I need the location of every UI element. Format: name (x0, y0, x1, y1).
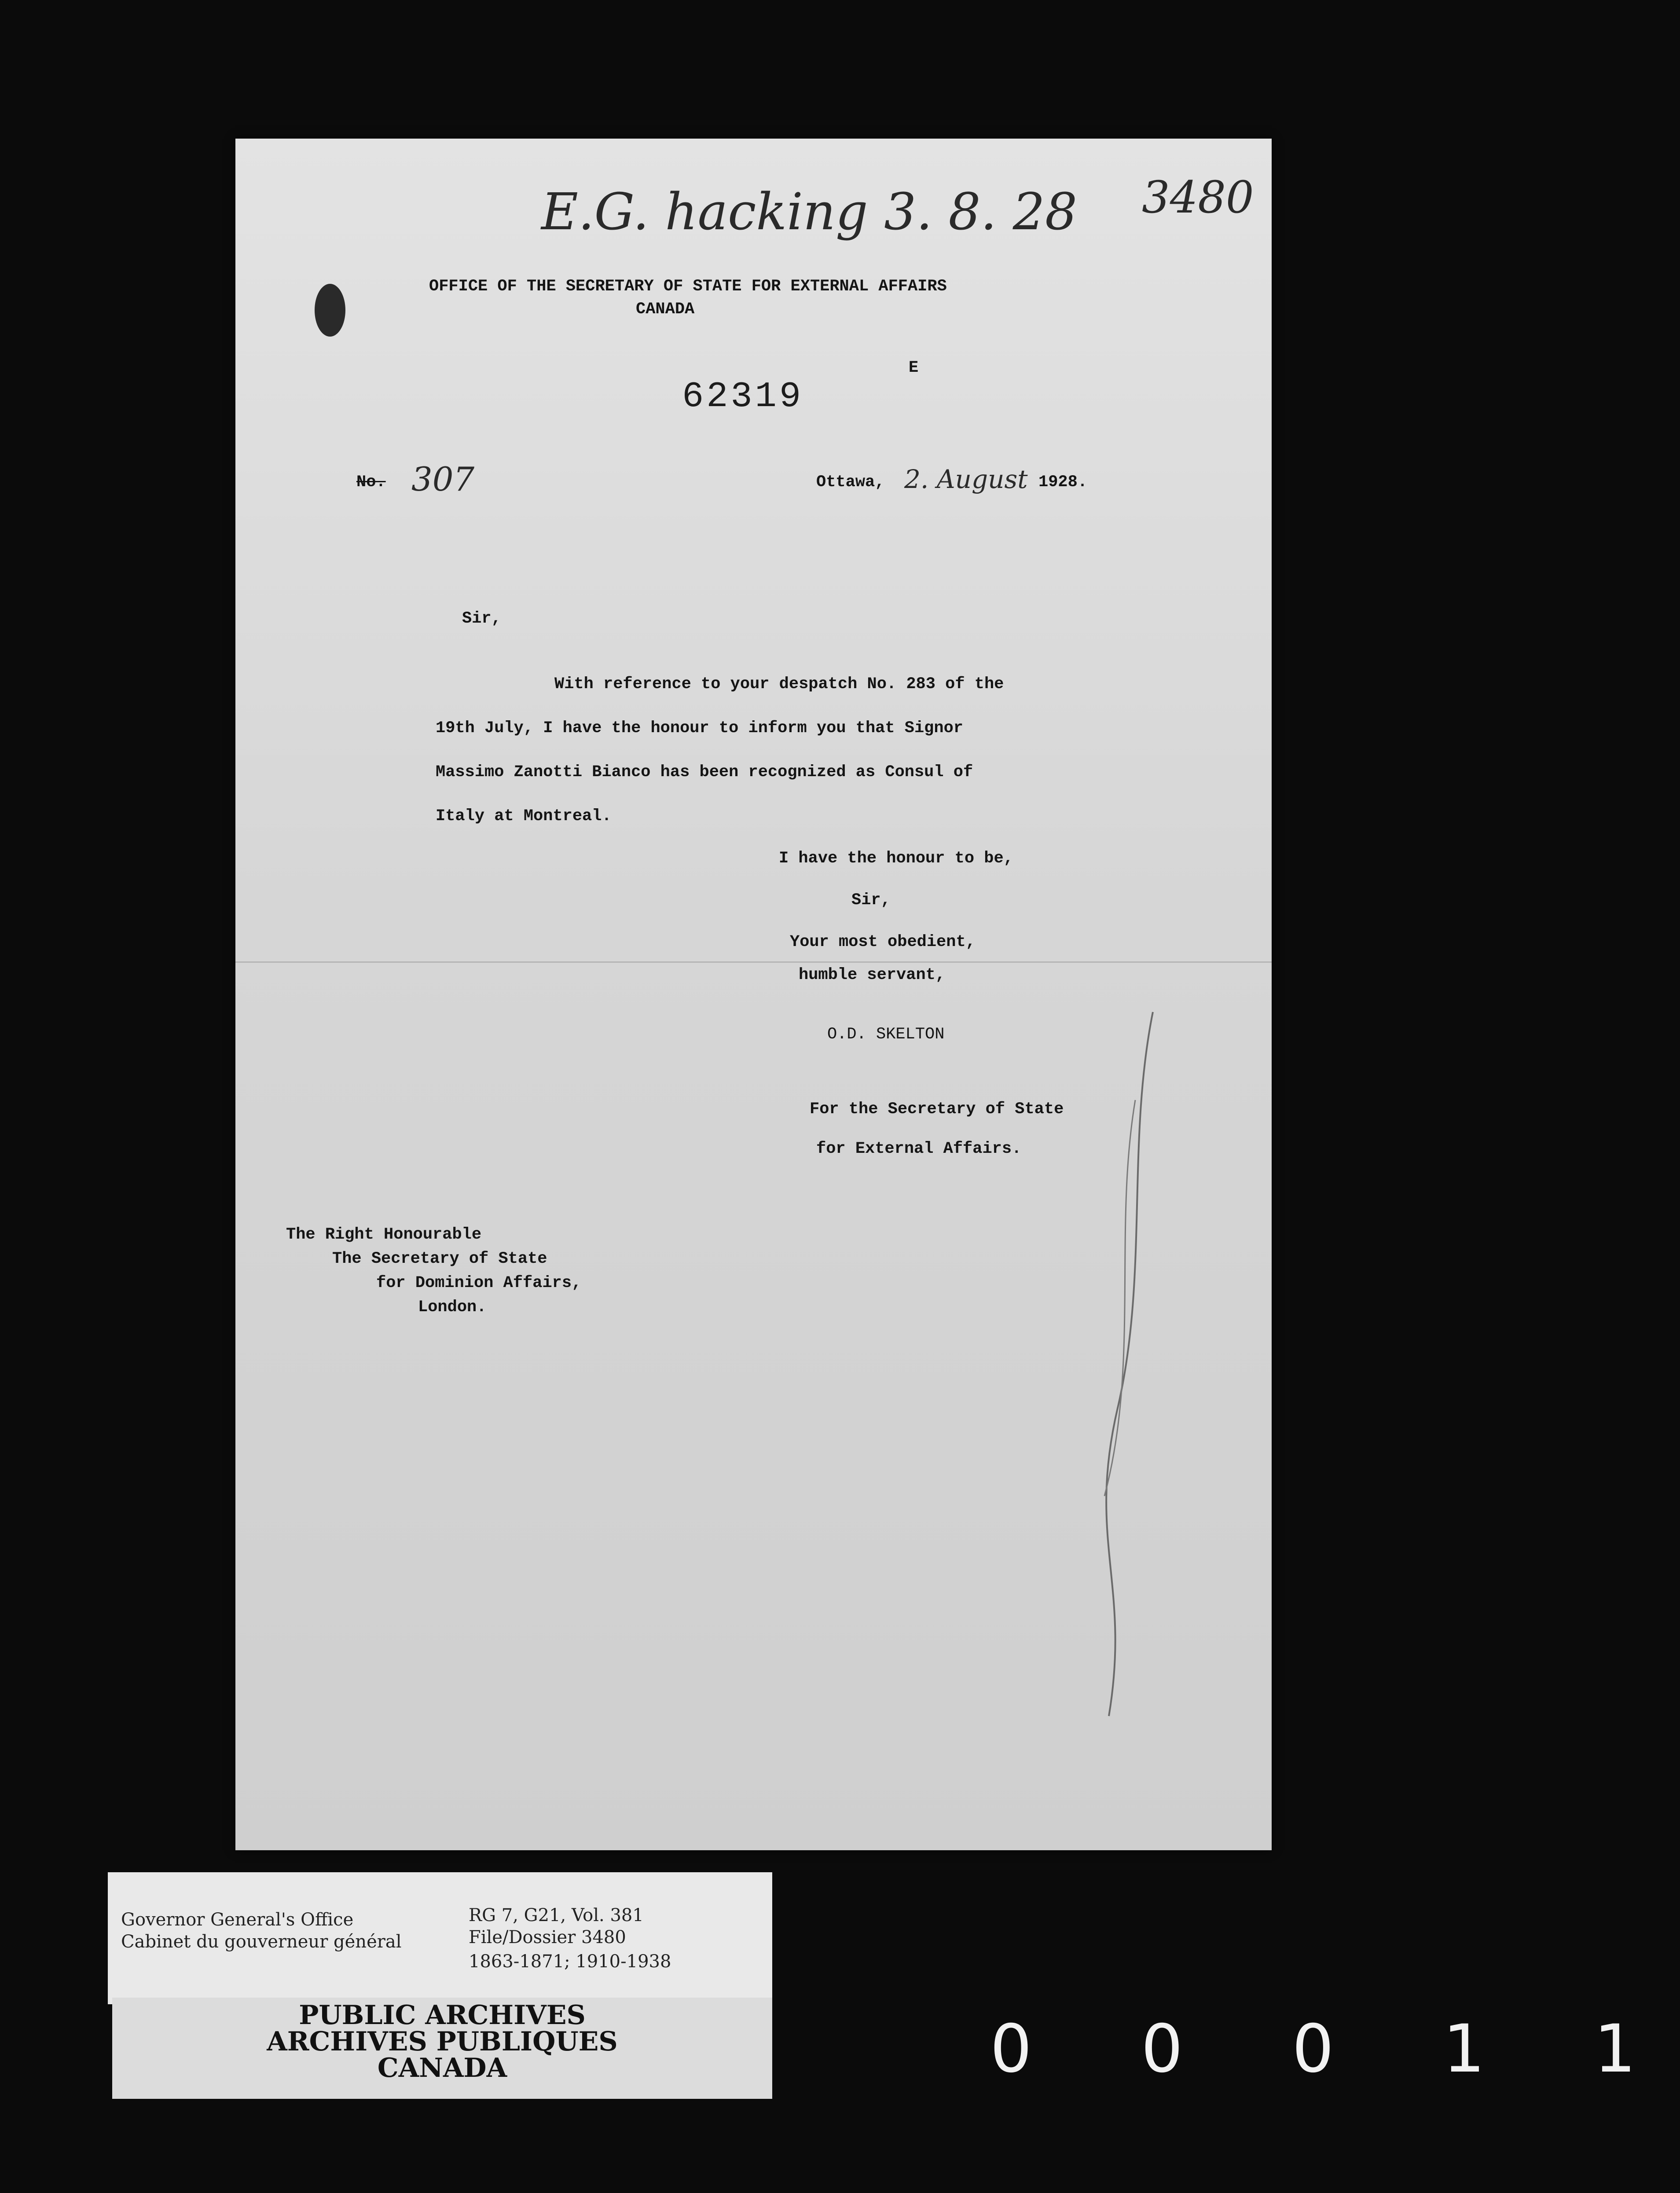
office-fr: Cabinet du gouverneur général (121, 1932, 402, 1952)
stamp-letter: E (909, 359, 919, 377)
reference-label: No. (356, 473, 386, 491)
stamp-number: 62319 (682, 376, 804, 417)
addressee-line: London. (418, 1298, 487, 1317)
signature: O.D. SKELTON (827, 1025, 945, 1044)
archive-years: 1863-1871; 1910-1938 (469, 1951, 671, 1972)
archive-stamp-line: ARCHIVES PUBLIQUES (267, 2026, 618, 2057)
signature-title-line: For the Secretary of State (810, 1100, 1064, 1119)
letter-body (436, 662, 1113, 838)
date-prefix: Ottawa, (816, 473, 885, 491)
archive-stamp (112, 1998, 772, 2099)
closing-line: humble servant, (799, 966, 946, 984)
body-line: Italy at Montreal. (436, 807, 612, 825)
office-en: Governor General's Office (121, 1910, 354, 1930)
body-line: 19th July, I have the honour to inform you that Signor (436, 719, 963, 737)
closing-line: Your most obedient, (790, 933, 976, 951)
signature-title-line: for External Affairs. (816, 1140, 1022, 1158)
archive-stamp-line: CANADA (377, 2053, 507, 2083)
date-year: 1928. (1038, 473, 1088, 491)
closing-line: Sir, (851, 891, 891, 909)
letterhead-line-1: OFFICE OF THE SECRETARY OF STATE FOR EXTERNAL AFFAIRS (429, 277, 947, 296)
date-handwritten: 2. August (904, 464, 1028, 494)
archive-ref: RG 7, G21, Vol. 381 (469, 1905, 644, 1925)
body-line: With reference to your despatch No. 283 of the (554, 675, 1004, 693)
archive-label (108, 1872, 772, 2004)
archive-file: File/Dossier 3480 (469, 1927, 626, 1947)
addressee-line: for Dominion Affairs, (376, 1274, 582, 1292)
body-line: Massimo Zanotti Bianco has been recognized as Consul of (436, 763, 973, 781)
tape-streak (1100, 1012, 1157, 1716)
punch-hole (315, 284, 345, 337)
page-crease (235, 961, 1272, 963)
handwritten-annotation: E.G. hacking 3. 8. 28 (541, 183, 1078, 242)
letterhead-line-2: CANADA (636, 300, 695, 319)
handwritten-file-number: 3480 (1142, 172, 1254, 223)
reference-number: 307 (411, 460, 475, 499)
addressee-line: The Secretary of State (332, 1250, 547, 1268)
addressee-line: The Right Honourable (286, 1225, 482, 1244)
archive-stamp-line: PUBLIC ARCHIVES (299, 2000, 586, 2031)
frame-counter: 0 0 0 1 1 (990, 2011, 1680, 2087)
salutation: Sir, (462, 609, 501, 628)
closing-line: I have the honour to be, (779, 849, 1013, 868)
